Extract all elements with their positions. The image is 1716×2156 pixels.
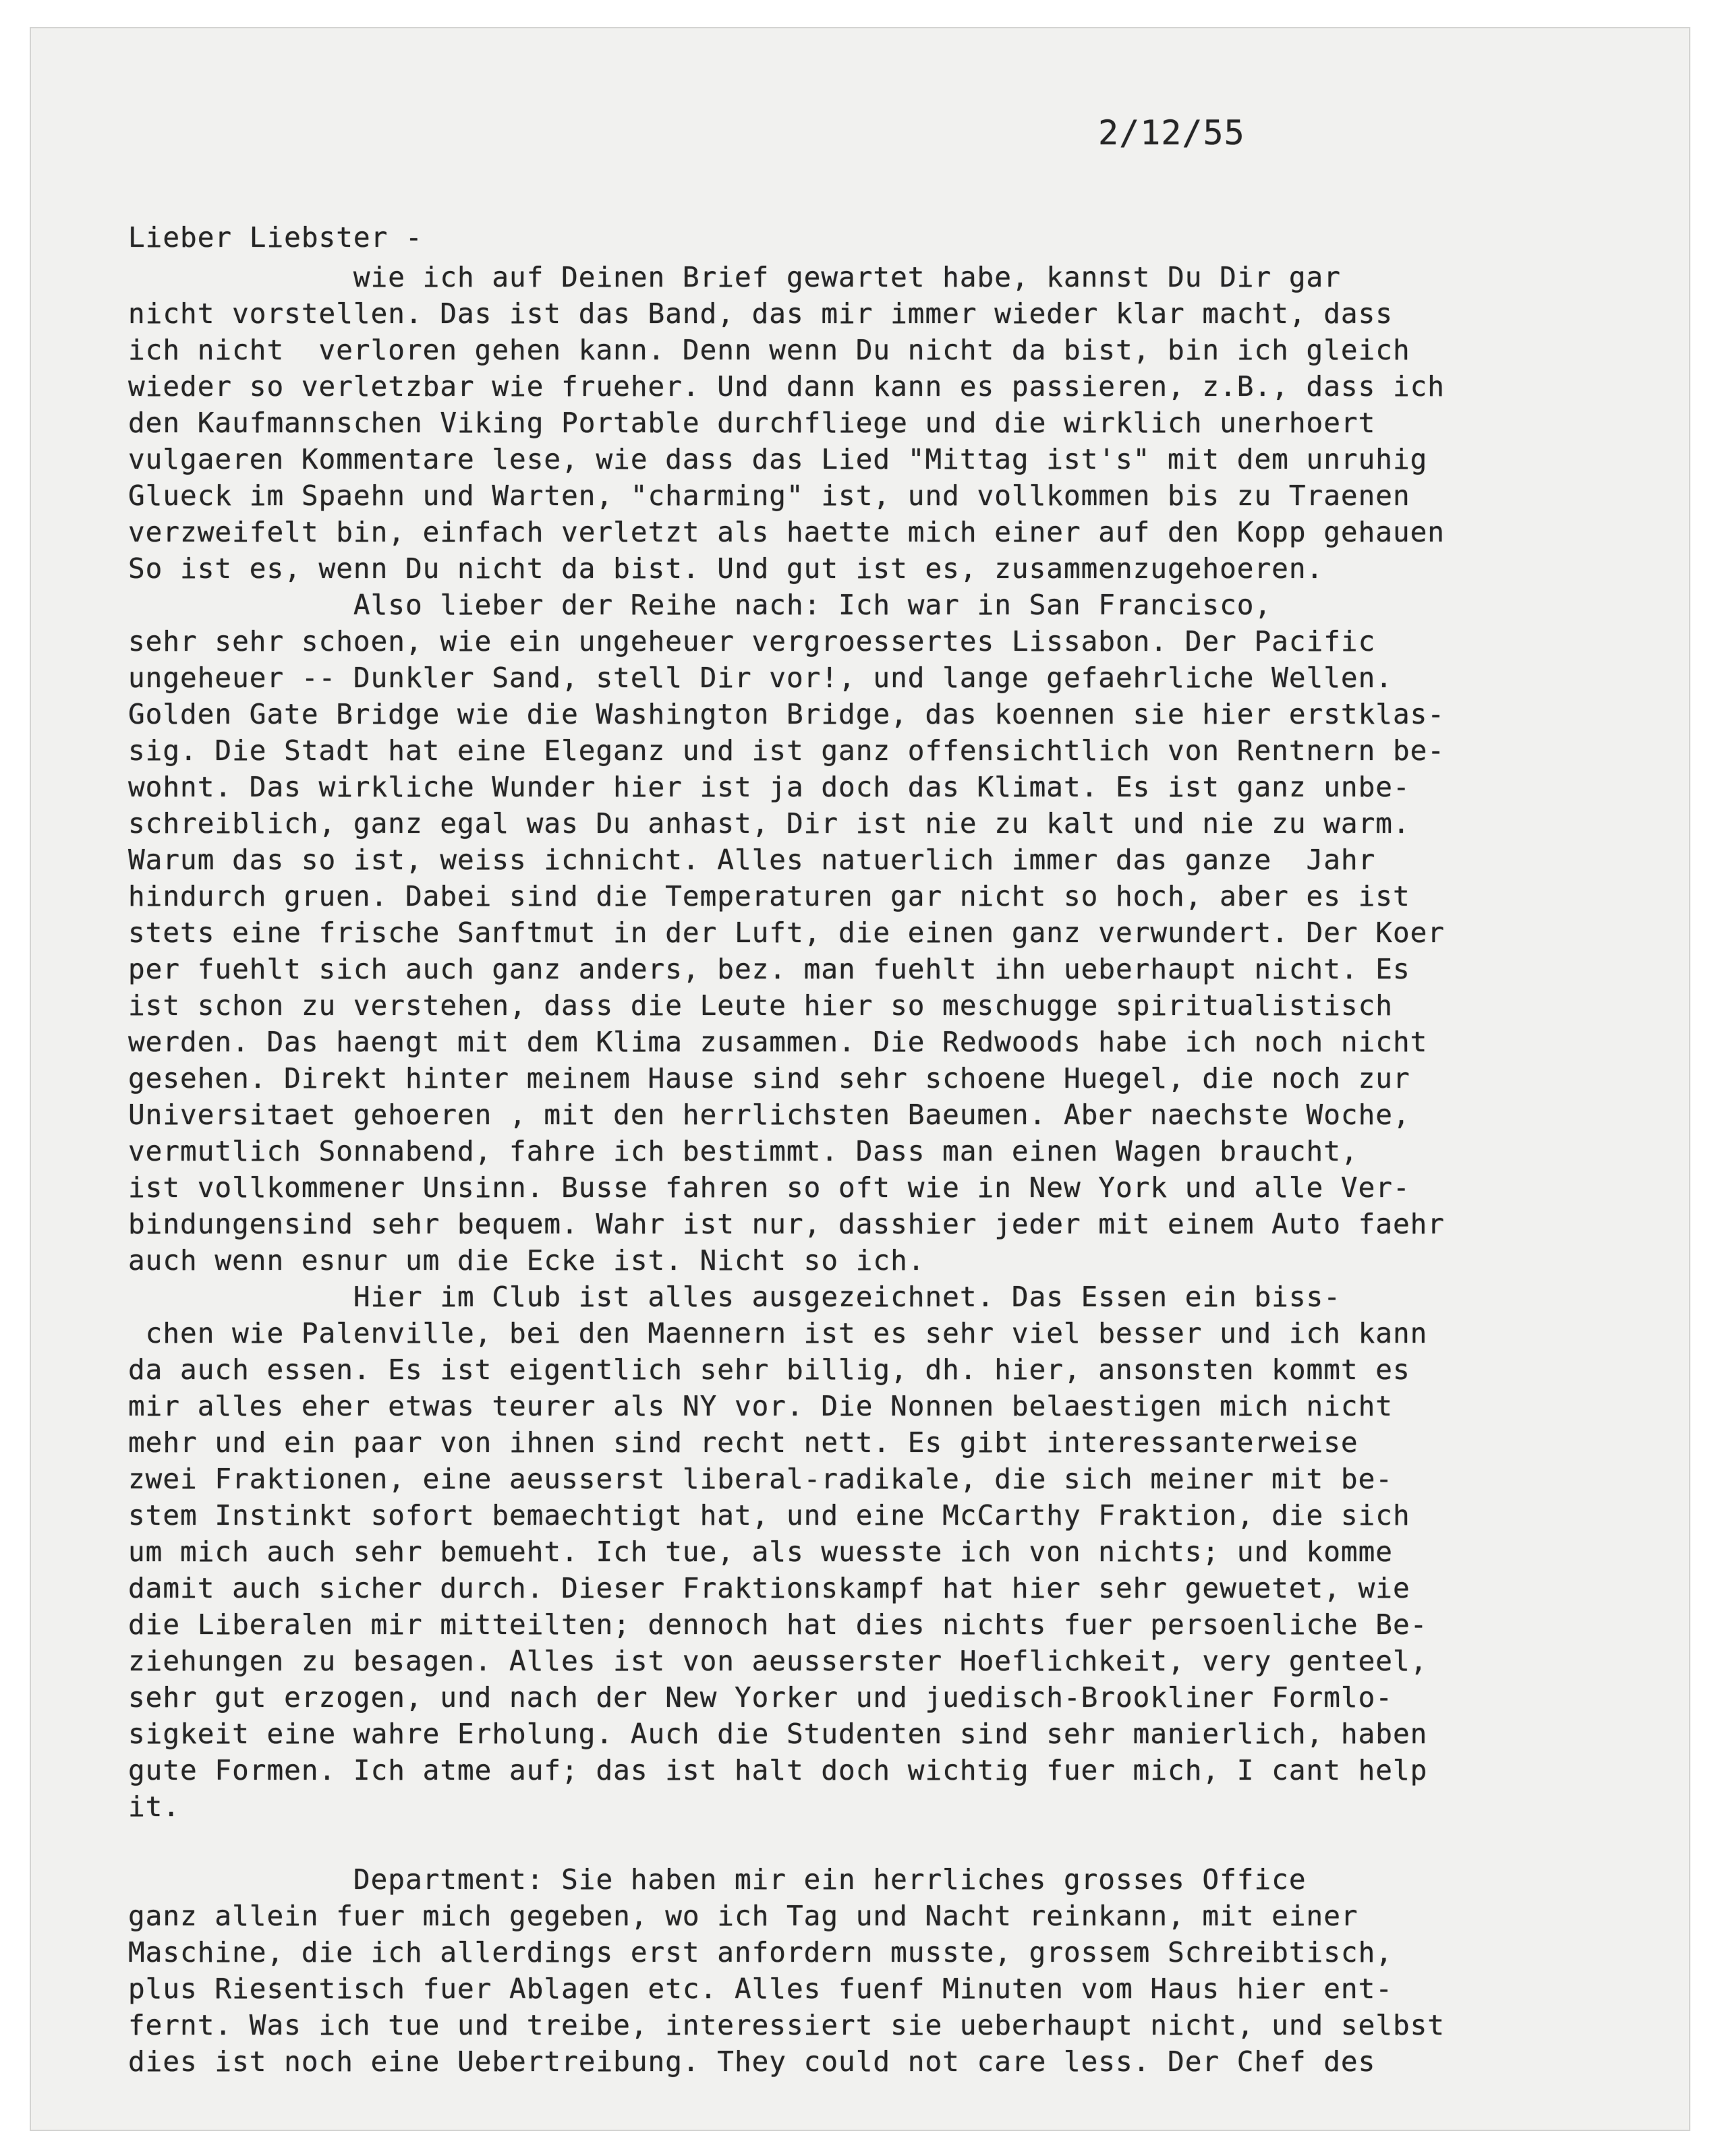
letter-line: Golden Gate Bridge wie die Washington Bridge, das koennen sie hier erstklas- [128,698,1445,730]
letter-line: mehr und ein paar von ihnen sind recht nett. Es gibt interessanterweise [128,1426,1358,1459]
letter-line: ist schon zu verstehen, dass die Leute hier so meschugge spiritualistisch [128,989,1393,1022]
letter-line: Glueck im Spaehn und Warten, "charming" ist, und vollkommen bis zu Traenen [128,479,1410,512]
letter-line: auch wenn esnur um die Ecke ist. Nicht so ich. [128,1244,925,1277]
letter-line: gute Formen. Ich atme auf; das ist halt doch wichtig fuer mich, I cant help [128,1754,1428,1786]
letter-line: sehr gut erzogen, und nach der New Yorker und juedisch-Brookliner Formlo- [128,1681,1393,1714]
letter-line: sig. Die Stadt hat eine Eleganz und ist ganz offensichtlich von Rentnern be- [128,734,1445,767]
letter-line: die Liberalen mir mitteilten; dennoch hat dies nichts fuer persoenliche Be- [128,1608,1428,1641]
letter-line: ist vollkommener Unsinn. Busse fahren so oft wie in New York und alle Ver- [128,1171,1410,1204]
letter-line: Hier im Club ist alles ausgezeichnet. Das Essen ein biss- [128,1281,1341,1313]
letter-line: chen wie Palenville, bei den Maennern ist es sehr viel besser und ich kann [128,1317,1428,1349]
letter-line: den Kaufmannschen Viking Portable durchfliege und die wirklich unerhoert [128,407,1376,439]
letter-line: ziehungen zu besagen. Alles ist von aeusserster Hoeflichkeit, very genteel, [128,1645,1428,1677]
letter-line: vulgaeren Kommentare lese, wie dass das Lied "Mittag ist's" mit dem unruhig [128,443,1428,475]
letter-line [128,1825,1445,1861]
letter-line: sehr sehr schoen, wie ein ungeheuer vergroessertes Lissabon. Der Pacific [128,625,1376,658]
letter-line: wohnt. Das wirkliche Wunder hier ist ja doch das Klimat. Es ist ganz unbe- [128,771,1410,803]
letter-body [128,259,1445,2080]
letter-line: stem Instinkt sofort bemaechtigt hat, und eine McCarthy Fraktion, die sich [128,1499,1410,1532]
letter-line: schreiblich, ganz egal was Du anhast, Dir ist nie zu kalt und nie zu warm. [128,807,1410,840]
letter-line: mir alles eher etwas teurer als NY vor. Die Nonnen belaestigen mich nicht [128,1390,1393,1422]
letter-line: ich nicht verloren gehen kann. Denn wenn Du nicht da bist, bin ich gleich [128,334,1410,366]
letter-line: plus Riesentisch fuer Ablagen etc. Alles fuenf Minuten vom Haus hier ent- [128,1973,1393,2005]
letter-line: hindurch gruen. Dabei sind die Temperaturen gar nicht so hoch, aber es ist [128,880,1410,912]
letter-line: vermutlich Sonnabend, fahre ich bestimmt. Dass man einen Wagen braucht, [128,1135,1358,1167]
letter-line: Universitaet gehoeren , mit den herrlichsten Baeumen. Aber naechste Woche, [128,1099,1410,1131]
letter-line: Also lieber der Reihe nach: Ich war in San Francisco, [128,589,1272,621]
letter-line: stets eine frische Sanftmut in der Luft, die einen ganz verwundert. Der Koer [128,916,1445,949]
letter-line: Warum das so ist, weiss ichnicht. Alles natuerlich immer das ganze Jahr [128,844,1376,876]
letter-line: So ist es, wenn Du nicht da bist. Und gut ist es, zusammenzugehoeren. [128,552,1324,585]
letter-line: verzweifelt bin, einfach verletzt als haette mich einer auf den Kopp gehauen [128,516,1445,548]
letter-line: per fuehlt sich auch ganz anders, bez. man fuehlt ihn ueberhaupt nicht. Es [128,953,1410,985]
letter-line: nicht vorstellen. Das ist das Band, das mir immer wieder klar macht, dass [128,297,1393,330]
letter-line: wie ich auf Deinen Brief gewartet habe, kannst Du Dir gar [128,261,1341,293]
letter-line: werden. Das haengt mit dem Klima zusammen. Die Redwoods habe ich noch nicht [128,1026,1428,1058]
letter-line: da auch essen. Es ist eigentlich sehr billig, dh. hier, ansonsten kommt es [128,1353,1410,1386]
letter-line: Department: Sie haben mir ein herrliches grosses Office [128,1863,1307,1896]
letter-line: fernt. Was ich tue und treibe, interessiert sie ueberhaupt nicht, und selbst [128,2009,1445,2041]
letter-salutation: Lieber Liebster - [128,221,423,254]
letter-line: Maschine, die ich allerdings erst anfordern musste, grossem Schreibtisch, [128,1936,1393,1969]
letter-line: damit auch sicher durch. Dieser Fraktionskampf hat hier sehr gewuetet, wie [128,1572,1410,1604]
letter-line: zwei Fraktionen, eine aeusserst liberal-radikale, die sich meiner mit be- [128,1463,1393,1495]
letter-line: gesehen. Direkt hinter meinem Hause sind sehr schoene Huegel, die noch zur [128,1062,1410,1095]
letter-line: dies ist noch eine Uebertreibung. They could not care less. Der Chef des [128,2045,1376,2078]
letter-date: 2/12/55 [1098,113,1245,152]
letter-line: ganz allein fuer mich gegeben, wo ich Tag und Nacht reinkann, mit einer [128,1900,1358,1932]
letter-line: ungeheuer -- Dunkler Sand, stell Dir vor!, und lange gefaehrliche Wellen. [128,662,1393,694]
letter-line: sigkeit eine wahre Erholung. Auch die Studenten sind sehr manierlich, haben [128,1718,1428,1750]
letter-line: um mich auch sehr bemueht. Ich tue, als wuesste ich von nichts; und komme [128,1536,1393,1568]
letter-line: bindungensind sehr bequem. Wahr ist nur, dasshier jeder mit einem Auto faehr [128,1208,1445,1240]
letter-line: it. [128,1790,181,1823]
letter-line: wieder so verletzbar wie frueher. Und dann kann es passieren, z.B., dass ich [128,370,1445,403]
